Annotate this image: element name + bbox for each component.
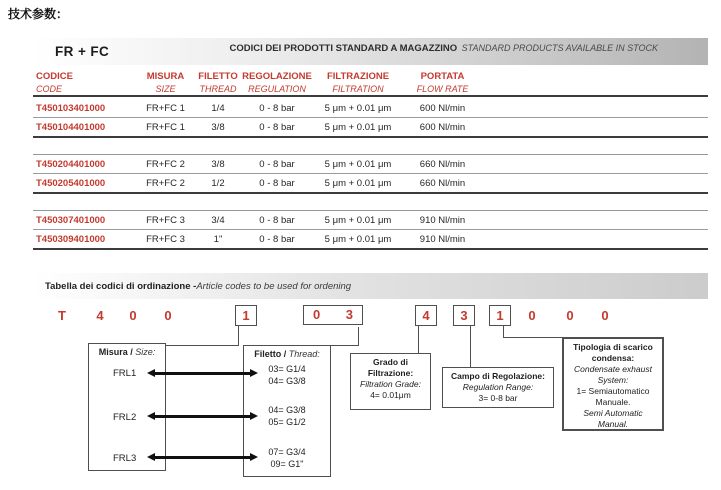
table-row <box>33 117 708 136</box>
ordering-title-italian: Tabella dei codici di ordinazione - <box>45 280 197 292</box>
cell-size: FR+FC 2 <box>146 177 185 189</box>
exhaust-box-line3: Condensate exhaust <box>574 364 652 374</box>
size-item-frl3: FRL3 <box>113 453 137 464</box>
connector-line-regulation-v <box>470 326 471 367</box>
table-group-frfc1 <box>33 99 708 138</box>
column-header-thread-it: FILETTO <box>198 71 238 82</box>
connector-line-thread-v <box>358 327 359 346</box>
thread-box-title <box>244 349 330 359</box>
cell-size: FR+FC 3 <box>146 214 185 226</box>
column-header-filler <box>485 70 708 95</box>
cell-flowrate: 600 Nl/min <box>419 121 466 133</box>
code-chars-6-7-thread-box <box>303 305 363 325</box>
cell-thread: 1/4 <box>211 102 225 114</box>
code-char-9-regulation-box: 3 <box>453 305 475 326</box>
cell-thread: 1" <box>213 233 223 245</box>
table-row <box>33 99 708 117</box>
arrow-shaft <box>152 415 253 418</box>
arrow-shaft <box>152 456 253 459</box>
product-header-bar <box>33 38 708 65</box>
code-char-4: 0 <box>164 308 172 323</box>
code-char-8-filtration-box: 4 <box>415 305 437 326</box>
table-row <box>33 211 708 229</box>
cell-thread: 3/8 <box>211 158 225 170</box>
arrow-shaft <box>152 372 253 375</box>
column-header-flowrate <box>400 70 485 95</box>
cell-flowrate: 600 Nl/min <box>419 102 466 114</box>
cell-thread: 3/4 <box>211 214 225 226</box>
exhaust-box-line7: Semi Automatic <box>583 408 643 418</box>
cell-filtration: 5 μm + 0.01 μm <box>324 177 392 189</box>
product-name: FR + FC <box>55 44 110 59</box>
ordering-section-bar <box>33 273 708 299</box>
connector-line-size-v <box>238 326 239 346</box>
thread-option: 03= G1/4 <box>268 364 306 374</box>
column-header-regulation-it: REGOLAZIONE <box>242 71 312 82</box>
code-char-1: T <box>58 308 66 323</box>
table-header-row <box>33 70 708 97</box>
cell-flowrate: 910 Nl/min <box>419 214 466 226</box>
exhaust-box-line6: Manuale. <box>595 397 631 407</box>
code-char-5-size-box: 1 <box>235 305 257 326</box>
stock-title-italian: CODICI DEI PRODOTTI STANDARD A MAGAZZINO <box>229 43 458 54</box>
cell-filtration: 5 μm + 0.01 μm <box>324 233 392 245</box>
cell-size: FR+FC 1 <box>146 102 185 114</box>
thread-option: 07= G3/4 <box>268 447 306 457</box>
table-group-frfc3 <box>33 210 708 250</box>
cell-filtration: 5 μm + 0.01 μm <box>324 102 392 114</box>
column-header-regulation-en: REGULATION <box>248 84 306 94</box>
column-header-flowrate-it: PORTATA <box>420 71 465 82</box>
thread-box-title-en: Thread: <box>288 349 320 359</box>
column-header-filtration-it: FILTRAZIONE <box>326 71 390 82</box>
filtration-box-line3: Filtration Grade: <box>360 379 421 389</box>
cell-regulation: 0 - 8 bar <box>259 177 295 189</box>
connector-line-exhaust-h <box>503 337 563 338</box>
filtration-legend-box <box>350 353 431 410</box>
thread-option: 05= G1/2 <box>268 417 306 427</box>
cell-code: T450103401000 <box>36 102 106 114</box>
column-header-thread <box>198 70 238 95</box>
size-thread-arrow-frl3 <box>147 453 258 462</box>
exhaust-box-line8: Manual. <box>597 419 629 429</box>
cell-regulation: 0 - 8 bar <box>259 102 295 114</box>
arrow-right-head-icon <box>250 453 258 461</box>
size-item-frl2: FRL2 <box>113 412 137 423</box>
column-header-filtration <box>316 70 400 95</box>
column-header-code <box>33 70 133 95</box>
size-box-title-en: Size: <box>135 347 156 357</box>
table-row <box>33 173 708 192</box>
stock-title-english: STANDARD PRODUCTS AVAILABLE IN STOCK <box>461 43 658 53</box>
column-header-size-en: SIZE <box>155 84 176 94</box>
cell-code: T450307401000 <box>36 214 106 226</box>
cell-filtration: 5 μm + 0.01 μm <box>324 214 392 226</box>
cell-filtration: 5 μm + 0.01 μm <box>324 121 392 133</box>
table-group-frfc2 <box>33 154 708 194</box>
regulation-legend-box <box>442 367 554 408</box>
table-row <box>33 155 708 173</box>
thread-box-title-it: Filetto / <box>254 349 289 359</box>
code-char-12: 0 <box>566 308 574 323</box>
cell-flowrate: 660 Nl/min <box>419 177 466 189</box>
code-char-7: 3 <box>345 307 353 322</box>
size-box-title <box>89 347 165 357</box>
thread-option: 09= G1" <box>270 459 304 469</box>
exhaust-box-line4: System: <box>597 375 629 385</box>
size-item-frl1: FRL1 <box>113 368 137 379</box>
column-header-code-en: CODE <box>36 84 63 94</box>
cell-size: FR+FC 3 <box>146 233 185 245</box>
cell-regulation: 0 - 8 bar <box>259 121 295 133</box>
connector-line-thread-h <box>330 345 359 346</box>
column-header-flowrate-en: FLOW RATE <box>416 84 469 94</box>
table-row <box>33 229 708 248</box>
cell-regulation: 0 - 8 bar <box>259 214 295 226</box>
regulation-box-value: 3= 0-8 bar <box>478 393 518 403</box>
size-legend-box <box>88 343 166 471</box>
column-header-thread-en: THREAD <box>199 84 237 94</box>
code-char-3: 0 <box>129 308 137 323</box>
cell-size: FR+FC 2 <box>146 158 185 170</box>
stock-title <box>230 41 658 54</box>
filtration-box-value: 4= 0.01μm <box>370 390 411 400</box>
regulation-box-line1: Campo di Regolazione: <box>451 371 545 381</box>
page-title: 技术参数： <box>8 7 69 21</box>
filtration-box-line1: Grado di <box>373 357 408 367</box>
cell-code: T450309401000 <box>36 233 106 245</box>
connector-line-size-h <box>165 345 239 346</box>
cell-filtration: 5 μm + 0.01 μm <box>324 158 392 170</box>
cell-regulation: 0 - 8 bar <box>259 233 295 245</box>
column-header-size <box>133 70 198 95</box>
cell-size: FR+FC 1 <box>146 121 185 133</box>
code-char-11: 0 <box>528 308 536 323</box>
ordering-title-english: Article codes to be used for ordening <box>196 280 352 292</box>
code-char-2: 4 <box>96 308 104 323</box>
column-header-code-it: CODICE <box>36 71 73 82</box>
regulation-box-line2: Regulation Range: <box>462 382 534 392</box>
size-box-title-it: Misura / <box>98 347 136 357</box>
cell-thread: 1/2 <box>211 177 225 189</box>
connector-line-filtration-v <box>418 326 419 353</box>
column-header-regulation <box>238 70 316 95</box>
exhaust-box-line1: Tipologia di scarico <box>573 342 653 352</box>
exhaust-legend-box <box>562 337 664 431</box>
code-char-10-exhaust-box: 1 <box>489 305 511 326</box>
thread-option: 04= G3/8 <box>268 405 306 415</box>
size-thread-arrow-frl2 <box>147 412 258 421</box>
column-header-filtration-en: FILTRATION <box>332 84 384 94</box>
filtration-box-line2: Filtrazione: <box>367 368 414 378</box>
cell-flowrate: 910 Nl/min <box>419 233 466 245</box>
code-char-6: 0 <box>313 307 321 322</box>
arrow-right-head-icon <box>250 412 258 420</box>
exhaust-box-line5: 1= Semiautomatico <box>576 386 650 396</box>
cell-regulation: 0 - 8 bar <box>259 158 295 170</box>
thread-option: 04= G3/8 <box>268 376 306 386</box>
exhaust-box-line2: condensa: <box>591 353 635 363</box>
arrow-right-head-icon <box>250 369 258 377</box>
cell-code: T450104401000 <box>36 121 106 133</box>
cell-code: T450205401000 <box>36 177 106 189</box>
code-char-13: 0 <box>601 308 609 323</box>
cell-code: T450204401000 <box>36 158 106 170</box>
column-header-size-it: MISURA <box>146 71 185 82</box>
cell-thread: 3/8 <box>211 121 225 133</box>
size-thread-arrow-frl1 <box>147 369 258 378</box>
cell-flowrate: 660 Nl/min <box>419 158 466 170</box>
